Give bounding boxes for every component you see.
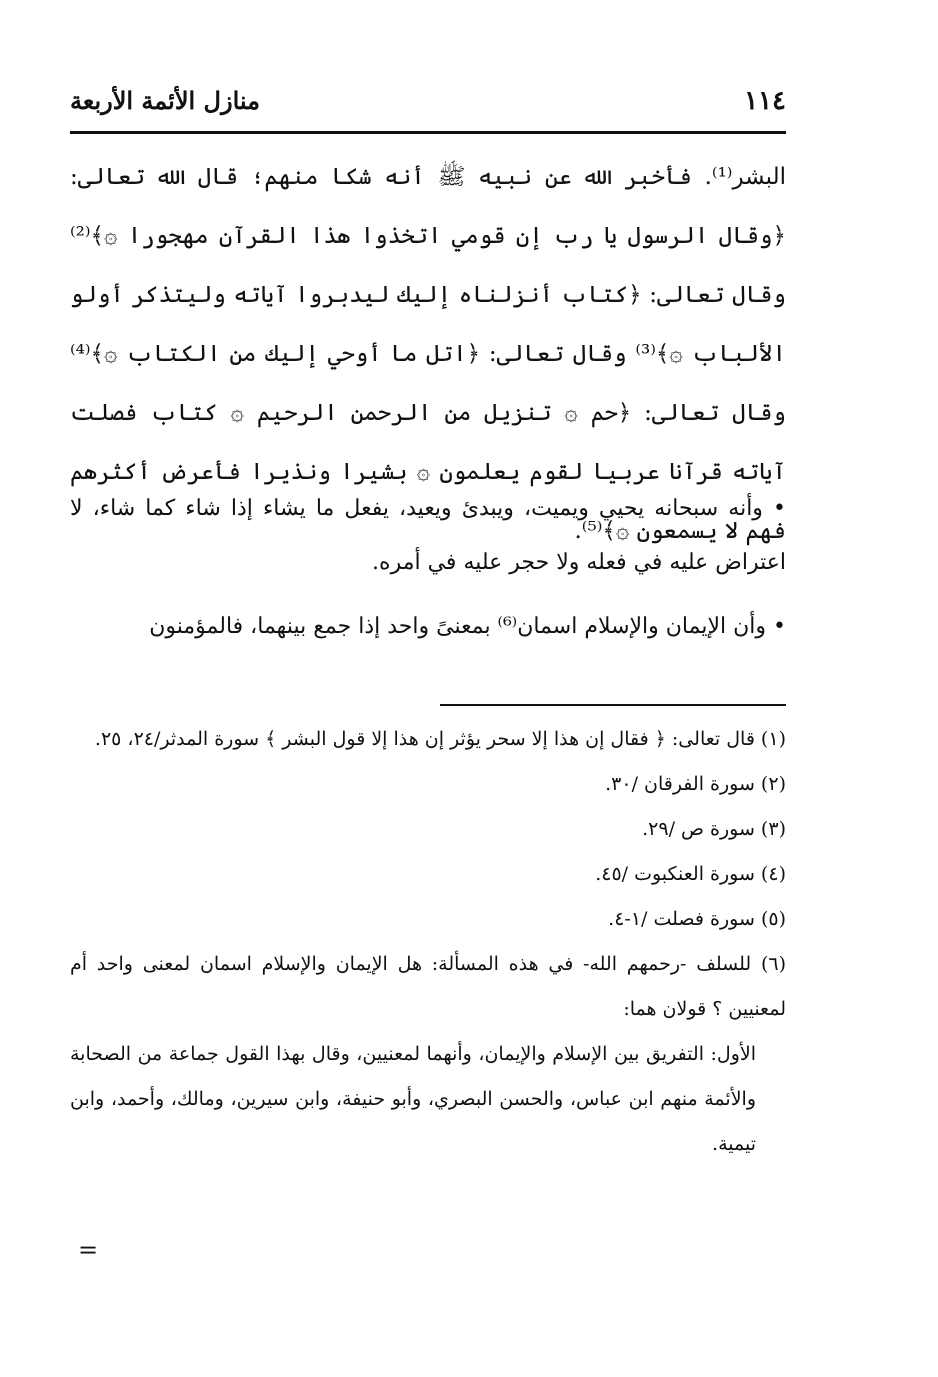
continuation-mark: =: [78, 1236, 99, 1264]
footnote-3: (٣) سورة ص /٢٩.: [642, 818, 786, 840]
footnote-6-first-opinion: الأول: التفريق بين الإسلام والإيمان، وأنهما لمعنيين، وقال بهذا القول جماعة من الصحابة والأئمة منهم ابن عباس، والحسن البصري، وأبو حنيفة، وابن سيرين، ومالك، وأحمد، وابن تيمية.: [70, 1043, 756, 1155]
footnotes: [70, 717, 786, 1167]
quran-quotes-paragraph: البشر⁽¹⁾. فأخبر الله عن نبيه ﷺ أنه شكا منهم؛ قال الله تعالى: ﴿وقال الرسول يا رب إن قومي اتخذوا هذا القرآن مهجورا ۞﴾⁽²⁾ وقال تعالى: ﴿كتاب أنزلناه إليك ليدبروا آياته وليتذكر أولو الألباب ۞﴾⁽³⁾ وقال تعالى: ﴿اتل ما أوحي إليك من الكتاب ۞﴾⁽⁴⁾ وقال تعالى: ﴿حم ۞ تنزيل من الرحمن الرحيم ۞ كتاب فصلت آياته قرآنا عربيا لقوم يعلمون ۞ بشيرا ونذيرا فأعرض أكثرهم فهم لا يسمعون ۞﴾⁽⁵⁾.: [70, 164, 786, 544]
bullet-paragraph-1: • وأنه سبحانه يحيي ويميت، ويبدئ ويعيد، يفعل ما يشاء إذا شاء كما شاء، لا اعتراض عليه في فعله ولا حجر عليه في أمره.: [70, 496, 786, 575]
footnote-5: (٥) سورة فصلت /١-٤.: [608, 908, 786, 930]
bullet-paragraph-2: • وأن الإيمان والإسلام اسمان⁽⁶⁾ بمعنىً واحد إذا جمع بينهما، فالمؤمنون: [149, 614, 786, 639]
page-header: [70, 80, 786, 126]
footnote-6: (٦) للسلف -رحمهم الله- في هذه المسألة: هل الإيمان والإسلام اسمان لمعنى واحد أم لمعنيين ؟ قولان هما:: [70, 953, 786, 1020]
footnote-1: (١) قال تعالى: ﴿ فقال إن هذا إلا سحر يؤثر إن هذا إلا قول البشر ﴾ سورة المدثر/٢٤، ٢٥.: [94, 728, 786, 750]
page-number: ١١٤: [744, 86, 786, 116]
footnote-4: (٤) سورة العنكبوت /٤٥.: [595, 863, 786, 885]
footnote-separator: [440, 704, 786, 706]
running-title: منازل الأئمة الأربعة: [70, 86, 260, 115]
header-rule: [70, 131, 786, 134]
footnote-2: (٢) سورة الفرقان /٣٠.: [605, 773, 786, 795]
